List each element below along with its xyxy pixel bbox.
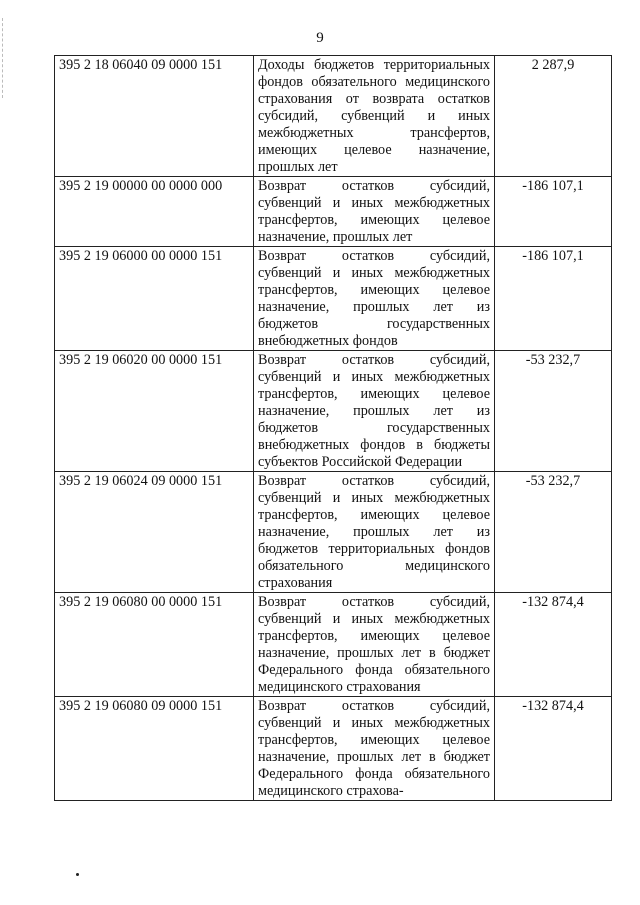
table-row xyxy=(55,472,612,593)
row-code: 395 2 19 06000 00 0000 151 xyxy=(55,247,254,351)
table-row xyxy=(55,593,612,697)
row-code: 395 2 19 06024 09 0000 151 xyxy=(55,472,254,593)
stray-dot xyxy=(76,873,79,876)
row-code: 395 2 19 06080 00 0000 151 xyxy=(55,593,254,697)
row-amount: -53 232,7 xyxy=(495,351,612,472)
row-code: 395 2 19 00000 00 0000 000 xyxy=(55,177,254,247)
row-name: Возврат остатков субсидий, субвенций и иных межбюджетных трансфертов, имеющих целевое назначение, прошлых лет в бюджет Федерального фонда обязательного медицинского страхова- xyxy=(254,697,495,801)
row-amount: -132 874,4 xyxy=(495,697,612,801)
row-name: Возврат остатков субсидий, субвенций и иных межбюджетных трансфертов, имеющих целевое назначение, прошлых лет из бюджетов государственных внебюджетных фондов xyxy=(254,247,495,351)
row-name: Возврат остатков субсидий, субвенций и иных межбюджетных трансфертов, имеющих целевое назначение, прошлых лет из бюджетов территориальных фондов обязательного медицинского страхования xyxy=(254,472,495,593)
row-amount: -186 107,1 xyxy=(495,177,612,247)
row-code: 395 2 19 06080 09 0000 151 xyxy=(55,697,254,801)
row-name: Возврат остатков субсидий, субвенций и иных межбюджетных трансфертов, имеющих целевое назначение, прошлых лет из бюджетов государственных внебюджетных фондов в бюджеты субъектов Российской Федерации xyxy=(254,351,495,472)
row-amount: 2 287,9 xyxy=(495,56,612,177)
table-body xyxy=(55,56,612,801)
budget-table xyxy=(54,55,612,801)
row-amount: -186 107,1 xyxy=(495,247,612,351)
row-amount: -53 232,7 xyxy=(495,472,612,593)
page-number: 9 xyxy=(316,30,324,46)
row-code: 395 2 18 06040 09 0000 151 xyxy=(55,56,254,177)
row-name: Возврат остатков субсидий, субвенций и иных межбюджетных трансфертов, имеющих целевое назначение, прошлых лет xyxy=(254,177,495,247)
table-row xyxy=(55,177,612,247)
table-row xyxy=(55,697,612,801)
table-row xyxy=(55,351,612,472)
row-name: Доходы бюджетов территориальных фондов обязательного медицинского страхования от возврата остатков субсидий, субвенций и иных межбюджетных трансфертов, имеющих целевое назначение, прошлых лет xyxy=(254,56,495,177)
row-name: Возврат остатков субсидий, субвенций и иных межбюджетных трансфертов, имеющих целевое назначение, прошлых лет в бюджет Федерального фонда обязательного медицинского страхования xyxy=(254,593,495,697)
row-code: 395 2 19 06020 00 0000 151 xyxy=(55,351,254,472)
table-row xyxy=(55,56,612,177)
table-row xyxy=(55,247,612,351)
row-amount: -132 874,4 xyxy=(495,593,612,697)
